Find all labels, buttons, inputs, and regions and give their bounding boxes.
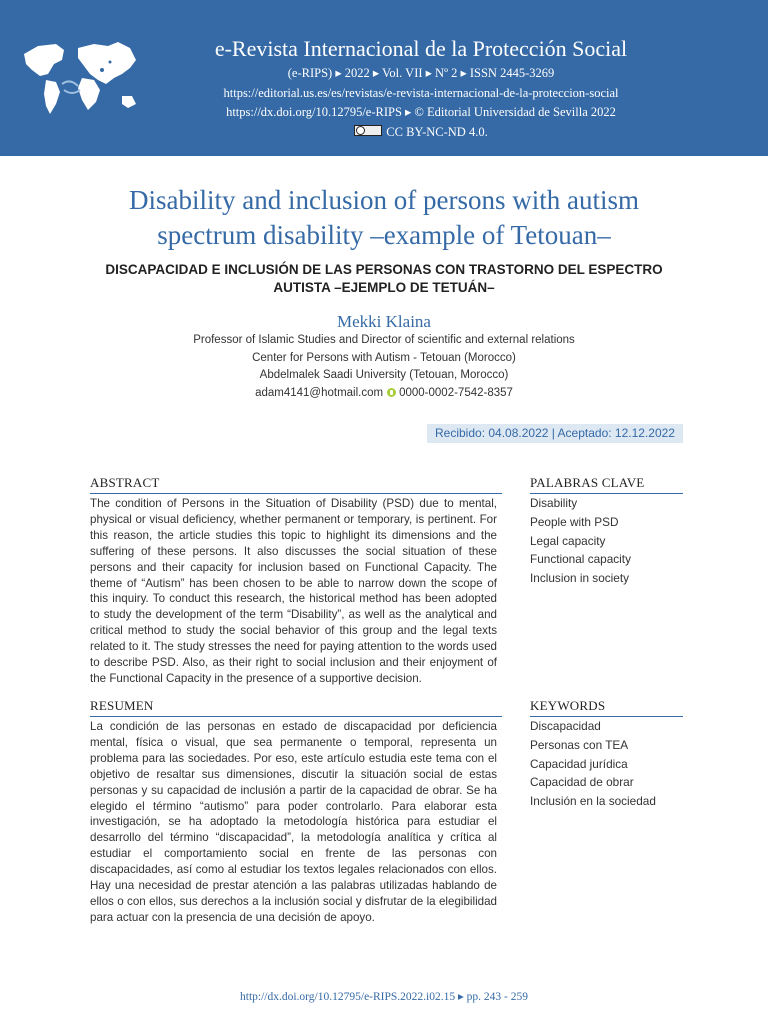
keyword-item: Functional capacity <box>530 552 631 567</box>
abstract-text: The condition of Persons in the Situation of Disability (PSD) due to mental, physical or visual deficiency, whether permanent or temporary, is pertinent. For this reason, the article studies this topic to highlight its dimensions and the suffering of these persons. It also discusses the social situation of these persons and their capacity for inclusion based on Functional Capacity. The theme of “Autism” has been chosen to be able to narrow down the scope of this inquiry. To conduct this research, the historical method has been adopted to study the development of the term “Disability”, as well as the analytical and critical method to study the social behavior of this group and the legal texts related to it. The study stresses the need for paying attention to the words used to describe PSD. Also, as their right to social inclusion and their enjoyment of the Functional Capacity in the presence of a supportive decision. <box>90 497 497 685</box>
author-name: Mekki Klaina <box>337 312 431 331</box>
palabras-clave-list <box>530 494 683 588</box>
orcid-id[interactable]: 0000-0002-7542-8357 <box>399 386 513 399</box>
journal-header <box>0 0 768 156</box>
keyword-item: Inclusion in society <box>530 571 630 586</box>
affiliation-line: Professor of Islamic Studies and Director of scientific and external relations <box>193 334 575 346</box>
abstract-heading: ABSTRACT <box>90 474 502 494</box>
journal-title: e-Revista Internacional de la Protección Social <box>214 36 628 61</box>
author-email[interactable]: adam4141@hotmail.com <box>255 386 384 399</box>
article-subtitle: DISCAPACIDAD E INCLUSIÓN DE LAS PERSONAS CON TRASTORNO DEL ESPECTRO AUTISTA –EJEMPLO DE TETUÁN– <box>105 262 663 295</box>
keyword-item: Capacidad jurídica <box>530 756 628 771</box>
resumen-heading: RESUMEN <box>90 697 502 717</box>
article-title: Disability and inclusion of persons with autism spectrum disability –example of Tetouan– <box>129 185 639 250</box>
footer-doi-pages[interactable]: http://dx.doi.org/10.12795/e-RIPS.2022.i02.15 ▸ pp. 243 - 259 <box>240 991 528 1003</box>
affiliation-line: Center for Persons with Autism - Tetouan (Morocco) <box>252 351 516 364</box>
orcid-icon <box>387 388 396 397</box>
author-affiliation <box>84 332 684 402</box>
journal-doi-line[interactable]: https://dx.doi.org/10.12795/e-RIPS ▸ © Editorial Universidad de Sevilla 2022 <box>226 105 616 119</box>
cc-by-nc-nd-badge-icon <box>354 125 382 136</box>
keywords-list <box>530 717 683 811</box>
keyword-item: Capacidad de obrar <box>530 775 634 790</box>
journal-url[interactable]: https://editorial.us.es/es/revistas/e-revista-internacional-de-la-proteccion-social <box>223 85 619 100</box>
world-map-logo-icon <box>18 40 140 118</box>
affiliation-line: Abdelmalek Saadi University (Tetouan, Morocco) <box>259 369 509 381</box>
contact-line <box>84 385 684 403</box>
keyword-item: People with PSD <box>530 514 619 529</box>
palabras-clave-heading: PALABRAS CLAVE <box>530 474 683 494</box>
keywords-heading: KEYWORDS <box>530 697 683 717</box>
keyword-item: Inclusión en la sociedad <box>530 794 656 809</box>
keyword-item: Discapacidad <box>530 719 601 733</box>
journal-issue-line: (e-RIPS) ▸ 2022 ▸ Vol. VII ▸ Nº 2 ▸ ISSN 2445-3269 <box>287 66 555 80</box>
license-line <box>160 123 682 143</box>
keyword-item: Legal capacity <box>530 533 606 548</box>
keyword-item: Personas con TEA <box>530 737 629 752</box>
license-text[interactable]: CC BY-NC-ND 4.0. <box>386 124 488 139</box>
resumen-text: La condición de las personas en estado de discapacidad por deficiencia mental, física o visual, que sea permanente o temporal, representa un problema para las sociedades. Por eso, este artículo estudia este tema con el objetivo de resaltar sus dimensiones, discutir la situación social de estas personas y su capacidad de inclusión a partir de la capacidad de obrar. Se ha elegido el término “autismo” para poder controlarlo. Para elaborar esta investigación, se ha adoptado la metodología histórica para estudiar el desarrollo del término “discapacidad”, la metodología analítica y crítica al estudiar el comportamiento social en frente de las personas con discapacidades, así como al estudiar los textos legales relacionados con ellos. Hay una necesidad de prestar atención a las palabras utilizadas hablando de ellos o con ellos, sus derechos a la inclusión social y disfrutar de la elegibilidad para actuar con la presencia de una decisión de apoyo. <box>90 720 497 924</box>
keyword-item: Disability <box>530 496 578 510</box>
received-accepted-dates: Recibido: 04.08.2022 | Aceptado: 12.12.2022 <box>427 424 683 443</box>
